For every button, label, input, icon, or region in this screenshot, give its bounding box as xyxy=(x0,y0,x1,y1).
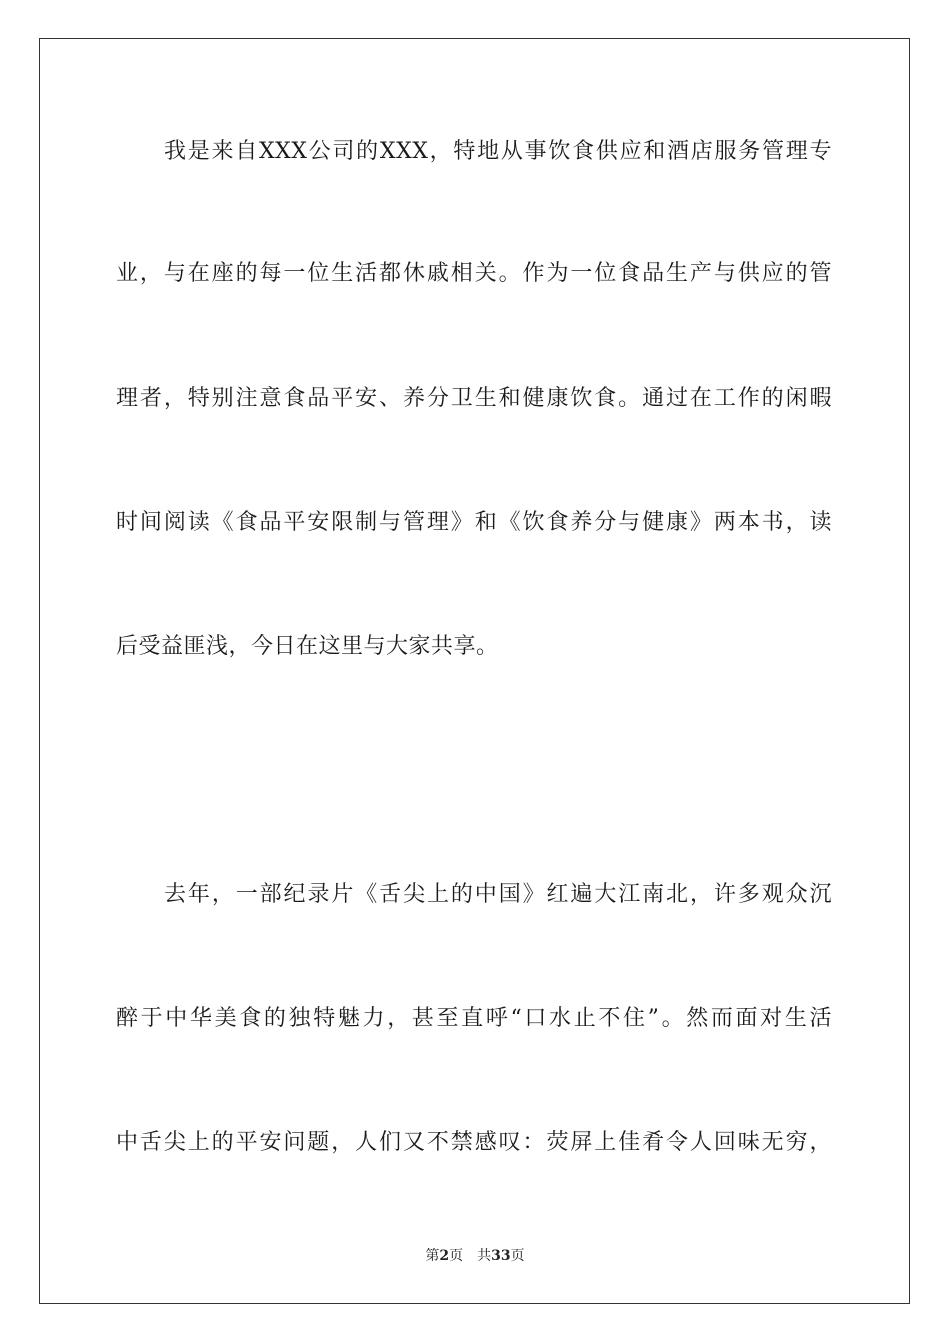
page-footer xyxy=(0,1246,950,1266)
page-number: 2 xyxy=(439,1248,450,1264)
paragraph-2-line-2: 醉于中华美食的独特魅力，甚至直呼“口水止不住”。然而面对生活 xyxy=(116,1006,832,1031)
page-suffix: 页 xyxy=(449,1248,464,1264)
paragraph-1-line-2: 业，与在座的每一位生活都休戚相关。作为一位食品生产与供应的管 xyxy=(116,261,832,286)
paragraph-1-line-5: 后受益匪浅，今日在这里与大家共享。 xyxy=(116,634,499,659)
paragraph-2-line-1: 去年，一部纪录片《舌尖上的中国》红遍大江南北，许多观众沉 xyxy=(164,882,832,907)
total-pages: 33 xyxy=(491,1248,511,1264)
total-suffix: 页 xyxy=(510,1248,525,1264)
page-frame xyxy=(39,38,910,1304)
total-prefix: 共 xyxy=(477,1248,492,1264)
paragraph-2-line-3: 中舌尖上的平安问题，人们又不禁感叹：荧屏上佳肴令人回味无穷， xyxy=(116,1130,832,1155)
page-prefix: 第 xyxy=(425,1248,440,1264)
paragraph-1-line-3: 理者，特别注意食品平安、养分卫生和健康饮食。通过在工作的闲暇 xyxy=(116,386,832,411)
paragraph-1-line-4: 时间阅读《食品平安限制与管理》和《饮食养分与健康》两本书，读 xyxy=(116,510,832,535)
paragraph-1-line-1: 我是来自XXX公司的XXX，特地从事饮食供应和酒店服务管理专 xyxy=(164,139,832,164)
